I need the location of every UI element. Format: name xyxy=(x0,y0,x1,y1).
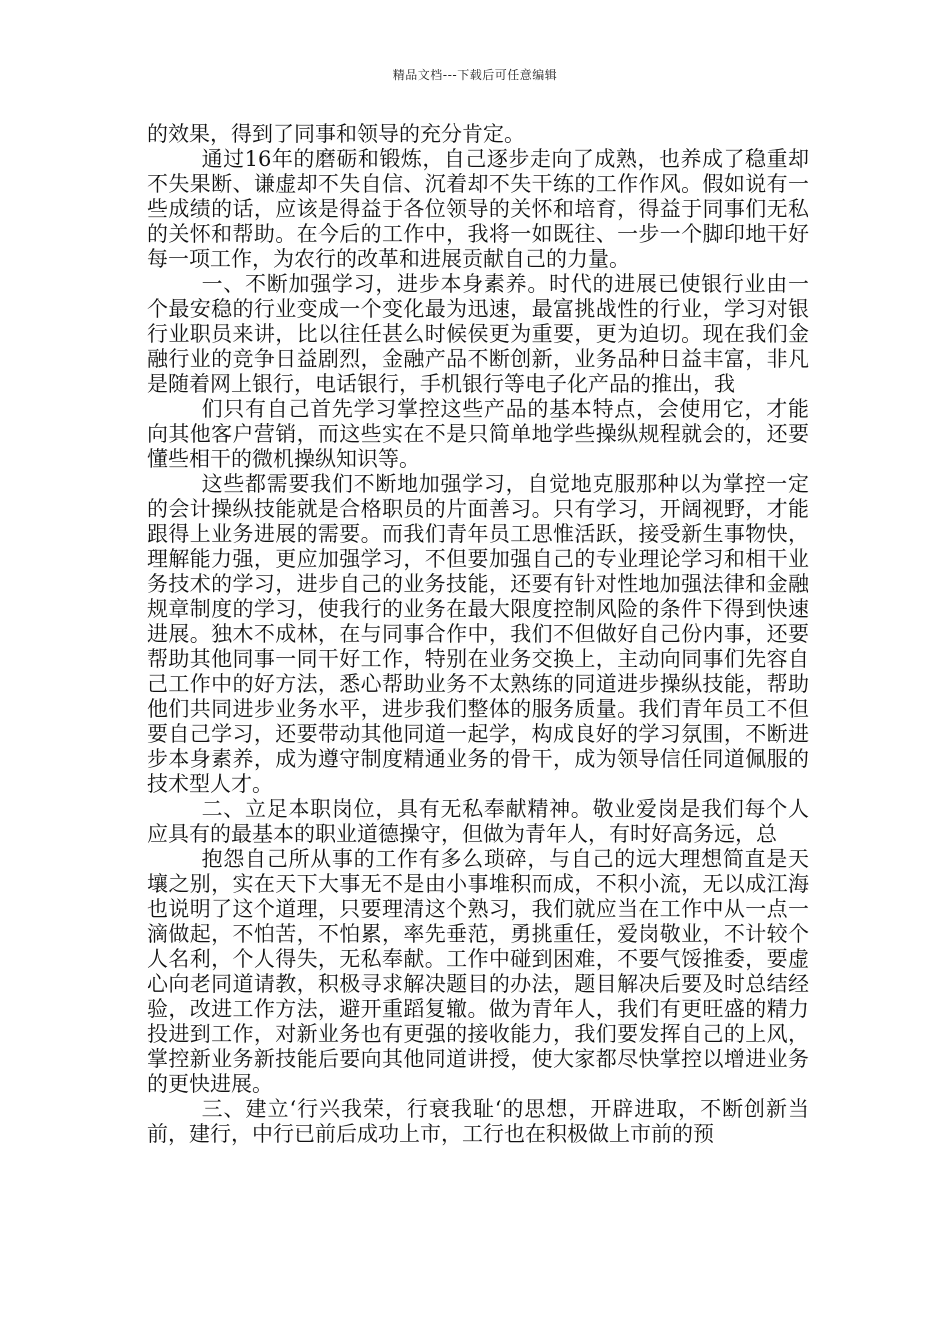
paragraph-section-two: 二、立足本职岗位，具有无私奉献精神。敬业爱岗是我们每个人应具有的最基本的职业道德操守，但做为青年人，有时好高务远，总 xyxy=(147,797,809,846)
paragraph-section-one-cont: 们只有自己首先学习掌控这些产品的基本特点，会使用它，才能向其他客户营销，而这些实在不是只简单地学些操纵规程就会的，还要懂些相干的微机操纵知识等。 xyxy=(147,397,809,471)
paragraph-experience: 通过16年的磨砺和锻炼，自己逐步走向了成熟，也养成了稳重却不失果断、谦虚却不失自信、沉着却不失干练的工作作风。假如说有一些成绩的话，应该是得益于各位领导的关怀和培育，得益于同事们无私的关怀和帮助。在今后的工作中，我将一如既往、一步一个脚印地干好每一项工作，为农行的改革和进展贡献自己的力量。 xyxy=(147,147,809,271)
page-header: 精品文档---下载后可任意编辑 xyxy=(392,68,558,82)
paragraph-section-one: 一、不断加强学习，进步本身素养。时代的进展已使银行业由一个最安稳的行业变成一个变化最为迅速，最富挑战性的行业，学习对银行业职员来讲，比以往任甚么时候侯更为重要，更为迫切。现在我们金融行业的竞争日益剧烈，金融产品不断创新，业务品种日益丰富，非凡是随着网上银行，电话银行，手机银行等电子化产品的推出，我 xyxy=(147,272,809,396)
paragraph-continuation: 的效果，得到了同事和领导的充分肯定。 xyxy=(147,122,525,146)
document-body xyxy=(147,122,809,1147)
paragraph-section-two-cont: 抱怨自己所从事的工作有多么琐碎，与自己的远大理想简直是天壤之别，实在天下大事无不是由小事堆积而成，不积小流，无以成江海也说明了这个道理，只要理清这个熟习，我们就应当在工作中从一点一滴做起，不怕苦，不怕累，率先垂范，勇挑重任，爱岗敬业，不计较个人名利，个人得失，无私奉献。工作中碰到困难，不要气馁推委，要虚心向老同道请教，积极寻求解决题目的办法，题目解决后要及时总结经验，改进工作方法，避开重蹈复辙。做为青年人，我们有更旺盛的精力投进到工作，对新业务也有更强的接收能力，我们要发挥自己的上风，掌控新业务新技能后要向其他同道讲授，使大家都尽快掌控以增进业务的更快进展。 xyxy=(147,847,809,1096)
paragraph-learning: 这些都需要我们不断地加强学习，自觉地克服那种以为掌控一定的会计操纵技能就是合格职员的片面善习。只有学习，开阔视野，才能跟得上业务进展的需要。而我们青年员工思惟活跃，接受新生事物快，理解能力强，更应加强学习，不但要加强自己的专业理论学习和相干业务技术的学习，进步自己的业务技能，还要有针对性地加强法律和金融规章制度的学习，使我行的业务在最大限度控制风险的条件下得到快速进展。独木不成林，在与同事合作中，我们不但做好自己份内事，还要帮助其他同事一同干好工作，特别在业务交换上，主动向同事们先容自己工作中的好方法，悉心帮助业务不太熟练的同道进步操纵技能，帮助他们共同进步业务水平，进步我们整体的服务质量。我们青年员工不但要自己学习，还要带动其他同道一起学，构成良好的学习氛围，不断进步本身素养，成为遵守制度精通业务的骨干，成为领导信任同道佩服的技术型人才。 xyxy=(147,472,809,796)
paragraph-section-three: 三、建立‘行兴我荣，行衰我耻‘的思想，开辟进取，不断创新当前，建行，中行已前后成功上市，工行也在积极做上市前的预 xyxy=(147,1097,809,1146)
